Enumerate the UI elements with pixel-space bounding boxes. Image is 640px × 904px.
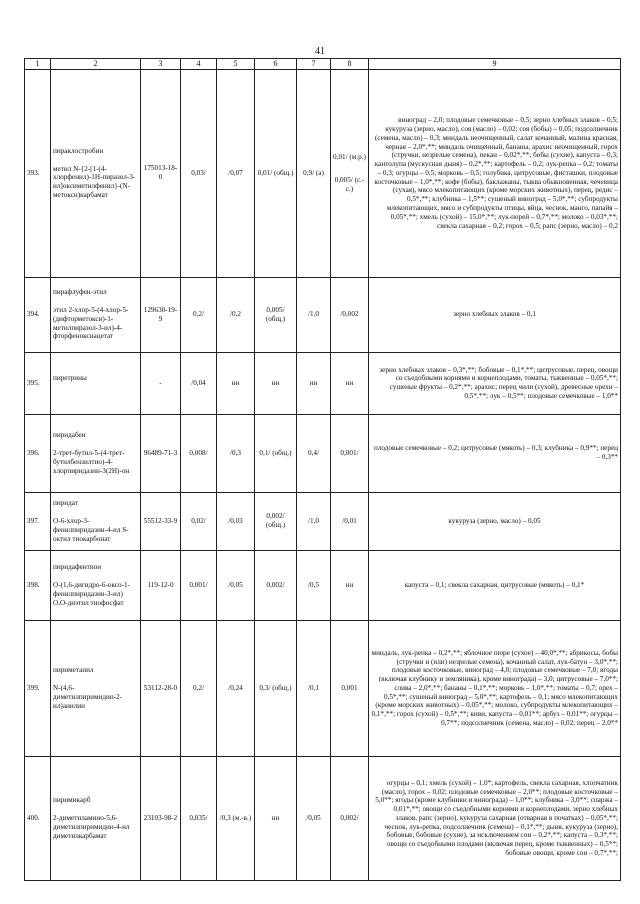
- mrl-list: капуста – 0,1; свекла сахарная, цитрусовые (мякоть) – 0,1*: [369, 550, 621, 620]
- value-col5: /0,24: [217, 620, 255, 756]
- row-number: 398.: [25, 550, 51, 620]
- row-number: 393.: [25, 69, 51, 277]
- value-col6: 0,002/: [255, 550, 297, 620]
- mrl-list: зерно хлебных злаков – 0,3*,**; бобовые – 0,1*,**; цитрусовые, перец, овощи со съедобными корнями и корнеплодами, томаты, тыквенные – 0,05*,**; сушеные фрукты – 0,2*,**; арахис; перец чили (сухой), древесные орехи – 0,5*,**; лук – 0,5**; плодовые семечковые – 1,0**: [369, 352, 621, 414]
- substance-name: пирафлуфен-этил: [53, 288, 107, 297]
- value-col8: [331, 69, 369, 277]
- chemical-name: N-(4,6-диметилпиримидин-2-ил)анилин: [53, 683, 123, 710]
- value-col8: /0,01: [331, 492, 369, 550]
- value-col5: /0,3 (м.-в.): [217, 756, 255, 880]
- value-col5: /0,2: [217, 277, 255, 352]
- value-col8-b: 0,005/ (с.-с.): [334, 175, 365, 193]
- value-col7: /0,05: [297, 756, 331, 880]
- page-number: 41: [315, 46, 325, 57]
- substance-cell: [51, 550, 141, 620]
- value-col7: 0,4/: [297, 414, 331, 492]
- value-col7: /1,0: [297, 277, 331, 352]
- substance-cell: [51, 277, 141, 352]
- value-col8: нн: [331, 550, 369, 620]
- substance-cell: [51, 352, 141, 414]
- chemical-name: 2-диметиламино-5,6-диметилпиримидин-4-ил диметилкарбамат: [53, 813, 130, 840]
- table-row: [25, 620, 621, 756]
- value-col5: /0,3: [217, 414, 255, 492]
- value-col4: 0,008/: [181, 414, 217, 492]
- substance-cell: [51, 69, 141, 277]
- table-row: [25, 756, 621, 880]
- substance-name: пиридафентион: [53, 563, 102, 572]
- value-col6: 0,3/ (общ.): [255, 620, 297, 756]
- table-row: [25, 69, 621, 277]
- value-col8: 0,002/: [331, 756, 369, 880]
- column-header: 6: [255, 59, 297, 70]
- value-col7: /0,1: [297, 620, 331, 756]
- value-col4: 0,035/: [181, 756, 217, 880]
- column-header: 3: [141, 59, 181, 70]
- chemical-name: 2-трет-бутил-5-(4-трет-бутилбензилтио)-4-хлорпиридазин-3(2H)-он: [53, 448, 130, 475]
- chemical-name: этил 2-хлор-5-(4-хлор-5-(дифторметокси)-1-метилпиразол-3-ил)-4-фторфеноксиацетат: [53, 306, 129, 341]
- cas-number: 53112-28-0: [141, 620, 181, 756]
- substance-cell: [51, 756, 141, 880]
- value-col5: /0,03: [217, 492, 255, 550]
- table-row: [25, 352, 621, 414]
- substance-name: пираклостробин: [53, 146, 104, 155]
- value-col7: /0,5: [297, 550, 331, 620]
- column-header: 8: [331, 59, 369, 70]
- mrl-list: миндаль, лук-репка – 0,2*,**; яблочное пюре (сухое) – 40,0*,**; абрикосы, бобы (стручки и (или) незрелые семена), кочанный салат, лук-батун – 3,0*,**; плодовые косточковые, виноград – 4,0; плодовые семечковые – 7,0; ягоды (включая клубнику и земляника), кроме винограда) – 3,0; цитрусовые – 7,0**; слива – 2,0*,**; бананы – 0,1*,**; морковь – 1,0*,**; томаты – 0,7; орех – 0,5*,**; сушеный виноград – 5,0*,**; картофель – 0,1; мясо млекопитающих (кроме морских животных) – 0,05*,**; молоко, субпродукты млекопитающих – 0,1*,**; горох (сухой) – 0,5*,**; киви, капуста – 0,01**; арбуз – 0,01**; огурцы – 0,7**; подсолнечник (семена, масло) – 0,02; перец – 2,0**: [369, 620, 621, 756]
- substance-name: пиридабен: [53, 431, 86, 440]
- value-col4: 0,03/: [181, 69, 217, 277]
- substance-name: пиримикарб: [53, 796, 91, 805]
- value-col4: 0,02/: [181, 492, 217, 550]
- value-col6: 0,002/ (общ.): [255, 492, 297, 550]
- mrl-list: плодовые семечковые – 0,2; цитрусовые (мякоть) – 0,3; клубника – 0,9**; перец – 0,3**: [369, 414, 621, 492]
- substance-cell: [51, 620, 141, 756]
- value-col6: 0,1/ (общ.): [255, 414, 297, 492]
- value-col6: 0,01/ (общ.): [255, 69, 297, 277]
- column-header: 4: [181, 59, 217, 70]
- value-col8: 0,001: [331, 620, 369, 756]
- cas-number: 23103-98-2: [141, 756, 181, 880]
- value-col8: нн: [331, 352, 369, 414]
- row-number: 396.: [25, 414, 51, 492]
- value-col4: 0,2/: [181, 620, 217, 756]
- table-row: [25, 492, 621, 550]
- value-col7: /1,0: [297, 492, 331, 550]
- column-header: 1: [25, 59, 51, 70]
- cas-number: 96489-71-3: [141, 414, 181, 492]
- substance-name: пиретрины: [53, 374, 87, 383]
- regulation-table: [24, 58, 621, 881]
- column-header-row: [25, 59, 621, 70]
- value-col4: /0,04: [181, 352, 217, 414]
- value-col6: нн: [255, 352, 297, 414]
- value-col4: 0,001/: [181, 550, 217, 620]
- cas-number: 55512-33-9: [141, 492, 181, 550]
- substance-cell: [51, 492, 141, 550]
- cas-number: -: [141, 352, 181, 414]
- column-header: 2: [51, 59, 141, 70]
- value-col5: /0,07: [217, 69, 255, 277]
- value-col5: /0,05: [217, 550, 255, 620]
- table-row: [25, 277, 621, 352]
- cas-number: 129630-19-9: [141, 277, 181, 352]
- value-col7: 0,9/ (а): [297, 69, 331, 277]
- column-header: 9: [369, 59, 621, 70]
- chemical-name: O-6-хлор-3-фенилпиридазин-4-ил S-октил тиокарбонат: [53, 516, 129, 543]
- mrl-list: огурцы – 0,1; хмель (сухой) – 1,0*; картофель, свекла сахарная, хлопчатник (масло), горох – 0,02; плодовые семечковые – 2,0**; плодовые косточковые – 5,0**; ягоды (кроме клубники и винограда) – 1,0**; клубника – 3,0**; спаржа – 0,01*,**; овощи со съедобными корнями и корнеплодами, зерно хлебных злаков, рапс (зерно), кукуруза сахарная (отварная в початках) – 0,05*,**; чеснок, лук-репка, подсолнечник (семена) – 0,1*,**; дыня, кукуруза (зерно), бобовые, бобовые (сухие), за исключением сои – 0,2*,**; капуста – 0,3*,**; овощи со съедобными плодами (включая перец, кроме тыквенных) – 0,5**; бобовые овощи, кроме сои – 0,7*,**;: [369, 756, 621, 880]
- value-col8-a: 0,01/ (м.р.): [333, 153, 366, 162]
- substance-cell: [51, 414, 141, 492]
- chemical-name: метил N-{2-[1-(4-хлорфенил)-1H-пиразол-3-ил]оксиметилфенил}-(N-метокси)карбамат: [53, 164, 136, 199]
- value-col5: нн: [217, 352, 255, 414]
- table-row: [25, 414, 621, 492]
- mrl-list: зерно хлебных злаков – 0,1: [369, 277, 621, 352]
- value-col7: нн: [297, 352, 331, 414]
- row-number: 400.: [25, 756, 51, 880]
- row-number: 395.: [25, 352, 51, 414]
- column-header: 7: [297, 59, 331, 70]
- table-row: [25, 550, 621, 620]
- value-col6: 0,005/ (общ.): [255, 277, 297, 352]
- value-col8: /0,002: [331, 277, 369, 352]
- cas-number: 119-12-0: [141, 550, 181, 620]
- value-col4: 0,2/: [181, 277, 217, 352]
- value-col6: нн: [255, 756, 297, 880]
- substance-name: пиридат: [53, 499, 78, 508]
- column-header: 5: [217, 59, 255, 70]
- chemical-name: O-(1,6-дигидро-6-оксо-1-фенилпиридазин-3-ил) O,O-диэтил тиофосфат: [53, 580, 130, 607]
- cas-number: 175013-18-0: [141, 69, 181, 277]
- row-number: 399.: [25, 620, 51, 756]
- mrl-list: кукуруза (зерно, масло) – 0,05: [369, 492, 621, 550]
- row-number: 394.: [25, 277, 51, 352]
- mrl-list: виноград – 2,0; плодовые семечковые – 0,5; зерно хлебных злаков – 0,5; кукуруза (зерно, масло), соя (масло) – 0,02; соя (бобы) – 0,05; подсолнечник (семена, масло) – 0,3; миндаль неочищенный, салат кочанный, малина красная, черная – 2,0*,**; миндаль очищенный, бананы, арахис неочищенный, горох (стручки, незрелые семена), пекан – 0,02*,**; бобы (сухие), капуста – 0,3; кантолупа (мускусная дыня) – 0,2*,**; картофель – 0,2; лук-репка – 0,2; томаты – 0,3; огурцы – 0,5; морковь – 0,5; голубика, цитрусовые, фисташки, плодовые косточковые – 1,0*,**; кофе (бобы), баклажаны, тыква обыкновенная, чечевица (сухая), мясо млекопитающих (кроме морских животных), перец, редис – 0,5*,**; клубника – 1,5**; сушеный виноград – 5,0*,**; субпродукты млекопитающих, мясо и субпродукты птицы, яйца, чеснок, манго, папайя – 0,05*,**; хмель (сухой) – 15,0*,**; лук-порей – 0,7*,**; молоко – 0,03*,**; свекла сахарная – 0,2; горох – 0,5; рапс (зерно, масло) – 0,2: [369, 69, 621, 277]
- substance-name: пириметанил: [53, 666, 94, 675]
- value-col8: 0,001/: [331, 414, 369, 492]
- row-number: 397.: [25, 492, 51, 550]
